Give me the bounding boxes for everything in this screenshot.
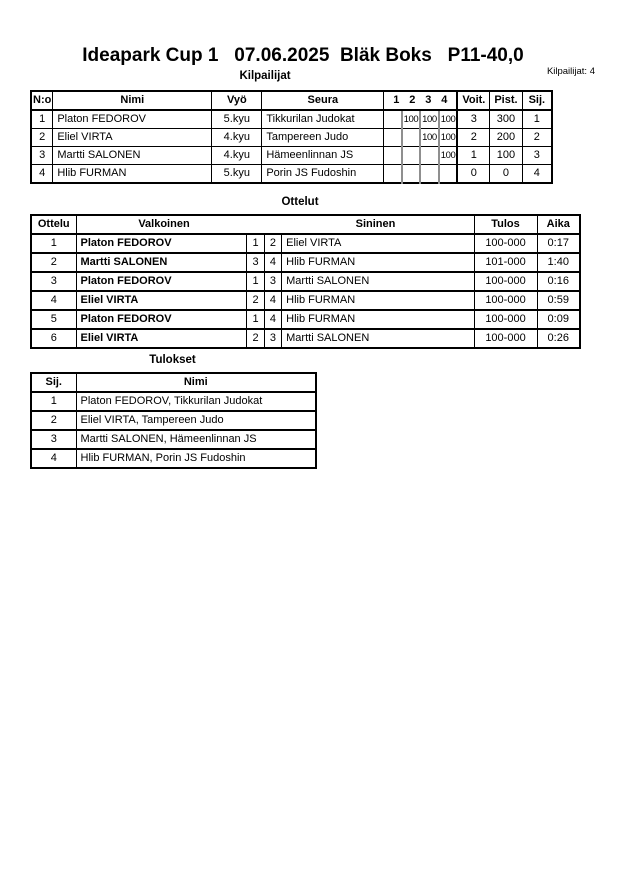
cell-match-no: 6 (31, 329, 76, 348)
cell-white-name: Platon FEDOROV (76, 234, 247, 253)
cell-blue-no: 4 (264, 253, 281, 272)
cell-name: Martti SALONEN (53, 147, 212, 165)
col-blue: Sininen (355, 218, 396, 230)
col-points: Pist. (490, 91, 522, 110)
cell-blue-no: 3 (264, 329, 281, 348)
cell-points: 300 (490, 110, 522, 129)
cell-white-no: 1 (247, 234, 264, 253)
table-row (31, 253, 580, 272)
cell-blue-name: Hlib FURMAN (282, 291, 474, 310)
col-result: Tulos (474, 215, 537, 234)
cell-time: 0:59 (537, 291, 580, 310)
cell-blue-name: Martti SALONEN (282, 329, 474, 348)
cell-white-name: Platon FEDOROV (76, 272, 247, 291)
cell-time: 0:16 (537, 272, 580, 291)
col-round-3: 3 (425, 94, 432, 106)
col-club: Seura (262, 91, 384, 110)
cell-result-name: Platon FEDOROV, Tikkurilan Judokat (76, 392, 316, 411)
cell-match-no: 5 (31, 310, 76, 329)
cell-result: 100-000 (474, 234, 537, 253)
col-time: Aika (537, 215, 580, 234)
cell-result: 100-000 (474, 291, 537, 310)
results-header-row (31, 373, 316, 392)
page-title: Ideapark Cup 1 07.06.2025 Bläk Boks P11-40,0 (82, 45, 524, 66)
cell-score-1 (384, 129, 402, 147)
table-row (31, 329, 580, 348)
cell-club: Porin JS Fudoshin (262, 165, 384, 184)
results-table (30, 372, 317, 469)
competitors-table (30, 90, 553, 184)
cell-match-no: 4 (31, 291, 76, 310)
cell-blue-no: 2 (264, 234, 281, 253)
cell-no: 4 (31, 165, 53, 184)
cell-wins: 3 (457, 110, 490, 129)
table-row (31, 165, 552, 184)
table-row (31, 147, 552, 165)
cell-score-2 (402, 147, 421, 165)
table-row (31, 110, 552, 129)
cell-wins: 2 (457, 129, 490, 147)
cell-belt: 4.kyu (212, 129, 262, 147)
cell-result: 100-000 (474, 310, 537, 329)
table-row (31, 129, 552, 147)
cell-place: 3 (31, 430, 76, 449)
cell-points: 100 (490, 147, 522, 165)
cell-white-name: Martti SALONEN (76, 253, 247, 272)
table-row (31, 272, 580, 291)
cell-belt: 5.kyu (212, 110, 262, 129)
cell-points: 200 (490, 129, 522, 147)
cell-white-no: 2 (247, 291, 264, 310)
cell-white-no: 1 (247, 310, 264, 329)
section-title-matches: Ottelut (281, 196, 319, 208)
cell-white-no: 1 (247, 272, 264, 291)
cell-name: Hlib FURMAN (53, 165, 212, 184)
col-place: Sij. (522, 91, 552, 110)
cell-belt: 5.kyu (212, 165, 262, 184)
cell-score-4: 100 (439, 110, 458, 129)
cell-score-1 (384, 165, 402, 184)
cell-place: 3 (522, 147, 552, 165)
cell-place: 4 (31, 449, 76, 468)
cell-club: Hämeenlinnan JS (262, 147, 384, 165)
cell-blue-no: 4 (264, 291, 281, 310)
table-row (31, 234, 580, 253)
table-row (31, 291, 580, 310)
cell-blue-name: Hlib FURMAN (282, 310, 474, 329)
cell-blue-name: Eliel VIRTA (282, 234, 474, 253)
col-round-1: 1 (393, 94, 400, 106)
cell-no: 1 (31, 110, 53, 129)
matches-header-row (31, 215, 580, 234)
cell-result-name: Martti SALONEN, Hämeenlinnan JS (76, 430, 316, 449)
col-white: Valkoinen (138, 218, 190, 230)
competitor-count-label: Kilpailijat: 4 (546, 66, 595, 77)
cell-match-no: 3 (31, 272, 76, 291)
competitors-header-row (31, 91, 552, 110)
cell-club: Tikkurilan Judokat (262, 110, 384, 129)
col-round-2: 2 (409, 94, 416, 106)
cell-place: 2 (31, 411, 76, 430)
cell-blue-name: Martti SALONEN (282, 272, 474, 291)
cell-result: 101-000 (474, 253, 537, 272)
cell-result-name: Eliel VIRTA, Tampereen Judo (76, 411, 316, 430)
col-wins: Voit. (457, 91, 490, 110)
cell-score-1 (384, 147, 402, 165)
cell-club: Tampereen Judo (262, 129, 384, 147)
matches-table (30, 214, 581, 349)
cell-place: 1 (31, 392, 76, 411)
cell-blue-no: 3 (264, 272, 281, 291)
cell-score-4: 100 (439, 147, 458, 165)
cell-white-name: Eliel VIRTA (76, 291, 247, 310)
table-row (31, 411, 316, 430)
cell-white-no: 3 (247, 253, 264, 272)
section-title-results: Tulokset (149, 354, 196, 366)
col-round-4: 4 (441, 94, 448, 106)
cell-no: 3 (31, 147, 53, 165)
cell-time: 0:17 (537, 234, 580, 253)
cell-blue-no: 4 (264, 310, 281, 329)
col-match-no: Ottelu (31, 215, 76, 234)
cell-score-3 (420, 165, 439, 184)
cell-white-name: Platon FEDOROV (76, 310, 247, 329)
cell-score-1 (384, 110, 402, 129)
cell-score-2 (402, 165, 421, 184)
cell-wins: 0 (457, 165, 490, 184)
table-row (31, 449, 316, 468)
cell-score-4: 100 (439, 129, 458, 147)
cell-name: Eliel VIRTA (53, 129, 212, 147)
cell-time: 0:26 (537, 329, 580, 348)
cell-score-4 (439, 165, 458, 184)
cell-wins: 1 (457, 147, 490, 165)
col-name: Nimi (53, 91, 212, 110)
cell-points: 0 (490, 165, 522, 184)
cell-score-3: 100 (420, 110, 439, 129)
table-row (31, 310, 580, 329)
cell-result: 100-000 (474, 329, 537, 348)
cell-place: 4 (522, 165, 552, 184)
cell-place: 2 (522, 129, 552, 147)
cell-score-2: 100 (402, 110, 421, 129)
cell-white-name: Eliel VIRTA (76, 329, 247, 348)
cell-score-3 (420, 147, 439, 165)
cell-blue-name: Hlib FURMAN (282, 253, 474, 272)
cell-score-2 (402, 129, 421, 147)
cell-belt: 4.kyu (212, 147, 262, 165)
cell-place: 1 (522, 110, 552, 129)
cell-score-3: 100 (420, 129, 439, 147)
cell-time: 0:09 (537, 310, 580, 329)
cell-no: 2 (31, 129, 53, 147)
cell-white-no: 2 (247, 329, 264, 348)
table-row (31, 392, 316, 411)
col-no: N:o (31, 91, 53, 110)
section-title-competitors: Kilpailijat (239, 70, 291, 82)
cell-time: 1:40 (537, 253, 580, 272)
cell-result: 100-000 (474, 272, 537, 291)
col-place: Sij. (31, 373, 76, 392)
col-belt: Vyö (212, 91, 262, 110)
cell-result-name: Hlib FURMAN, Porin JS Fudoshin (76, 449, 316, 468)
cell-match-no: 2 (31, 253, 76, 272)
cell-match-no: 1 (31, 234, 76, 253)
table-row (31, 430, 316, 449)
col-name: Nimi (76, 373, 316, 392)
cell-name: Platon FEDOROV (53, 110, 212, 129)
